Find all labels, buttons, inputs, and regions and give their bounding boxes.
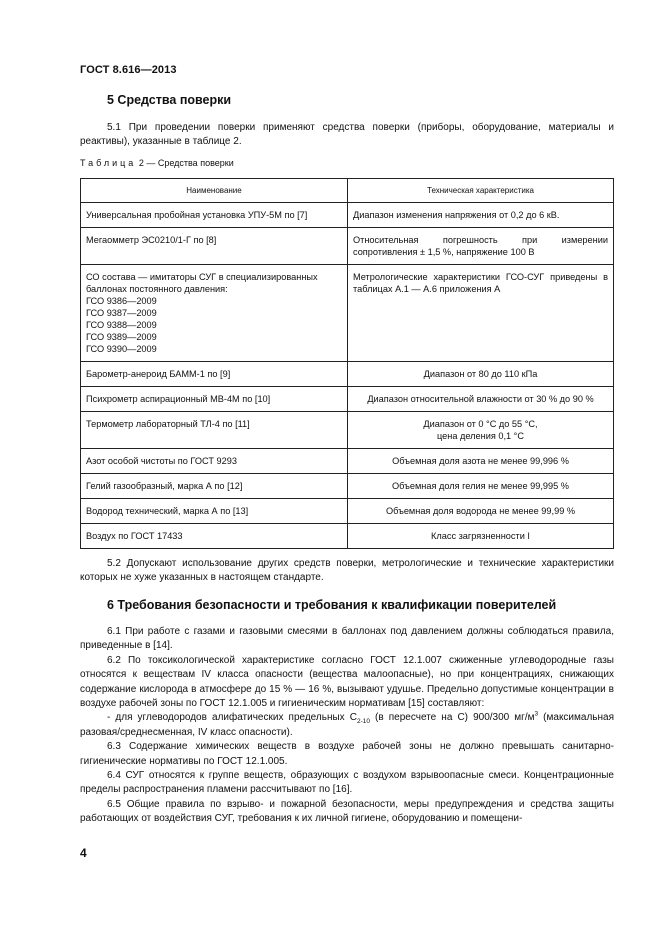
section-6-title: 6 Требования безопасности и требования к квалификации поверителей (107, 598, 557, 612)
paragraph-6-2-list-item (80, 711, 614, 740)
paragraph-6-1: 6.1 При работе с газами и газовыми смесями в баллонах под давлением должны соблюдаться правила, приведенные в [14]. (80, 626, 614, 652)
table-row (81, 499, 614, 524)
section-5-title: 5 Средства поверки (107, 93, 232, 107)
superscript: 3 (534, 711, 539, 719)
table-row (81, 265, 614, 362)
cell-name: Воздух по ГОСТ 17433 (81, 524, 348, 549)
cell-spec: Класс загрязненности I (348, 524, 614, 549)
list-item-text: (максимальная разовая/среднесменная, IV класс опасности). (80, 712, 615, 738)
subscript: 2-10 (356, 718, 370, 726)
paragraph-6-2: 6.2 По токсикологической характеристике согласно ГОСТ 12.1.007 сжиженные углеводородные газы относятся к веществам IV класса опасности (вещества малоопасные), но при концентрациях, снижающих содержание кислорода в атмосфере до 15 % — 16 %, вызывают удушье. Предельно допустимые концентрации в воздухе рабочей зоны по ГОСТ 12.1.005 и гигиеническим нормативам [15] составляют: (80, 654, 614, 710)
cell-spec: Относительная погрешность при измерении сопротивления ± 1,5 %, напряжение 100 В (348, 228, 614, 265)
cell-name: Термометр лабораторный ТЛ-4 по [11] (81, 412, 348, 449)
table-row (81, 412, 614, 449)
paragraph-5-2: 5.2 Допускают использование других средств поверки, метрологические и технические характеристики которых не хуже указанных в настоящем стандарте. (80, 558, 614, 584)
cell-name: Психрометр аспирационный МВ-4М по [10] (81, 387, 348, 412)
table-row (81, 228, 614, 265)
cell-name: Водород технический, марка А по [13] (81, 499, 348, 524)
cell-name: Азот особой чистоты по ГОСТ 9293 (81, 449, 348, 474)
section-6-body (80, 625, 614, 827)
paragraph-6-3: 6.3 Содержание химических веществ в воздухе рабочей зоны не должно превышать санитарно-гигиенические нормативы по ГОСТ 12.1.005. (80, 741, 614, 767)
cell-spec: Диапазон изменения напряжения от 0,2 до 6 кВ. (348, 203, 614, 228)
cell-name: Гелий газообразный, марка А по [12] (81, 474, 348, 499)
table-row (81, 387, 614, 412)
table-caption-word: Таблица (80, 158, 137, 168)
cell-spec: Диапазон от 0 °С до 55 °С, (423, 419, 538, 429)
column-header-name: Наименование (81, 179, 348, 203)
cell-spec: Метрологические характеристики ГСО-СУГ приведены в таблицах А.1 — А.6 приложения А (348, 265, 614, 362)
cell-spec: Диапазон относительной влажности от 30 % до 90 % (348, 387, 614, 412)
column-header-spec: Техническая характеристика (348, 179, 614, 203)
cell-name: Универсальная пробойная установка УПУ-5М по [7] (81, 203, 348, 228)
cell-spec: Объемная доля водорода не менее 99,99 % (348, 499, 614, 524)
cell-name: СО состава — имитаторы СУГ в специализированных баллонах постоянного давления: (86, 272, 318, 294)
cell-name: Барометр-анероид БАММ-1 по [9] (81, 362, 348, 387)
list-item-text: - для углеводородов алифатических предельных С (107, 712, 357, 724)
cell-name-group (81, 265, 348, 362)
page-number: 4 (80, 846, 87, 860)
paragraph-6-5: 6.5 Общие правила по взрыво- и пожарной безопасности, меры предупреждения и средства защиты работающих от воздействия СУГ, требования к их личной гигиене, оборудованию и помещени- (80, 798, 614, 825)
table-row (81, 524, 614, 549)
cell-spec: Объемная доля азота не менее 99,996 % (348, 449, 614, 474)
table-row (81, 449, 614, 474)
table-row (81, 362, 614, 387)
paragraph-5-1: 5.1 При проведении поверки применяют средства поверки (приборы, оборудование, материалы и реактивы), указанные в таблице 2. (80, 122, 614, 148)
paragraph-6-4: 6.4 СУГ относятся к группе веществ, образующих с воздухом взрывоопасные смеси. Концентрационные пределы распространения пламени рассчитывают по [16]. (80, 770, 614, 796)
table-caption (80, 158, 234, 168)
verification-tools-table (80, 178, 614, 549)
cell-spec-line2: цена деления 0,1 °С (436, 431, 524, 441)
document-header: ГОСТ 8.616—2013 (80, 64, 177, 76)
cell-spec: Диапазон от 80 до 110 кПа (348, 362, 614, 387)
table-row (81, 203, 614, 228)
list-item-text: (в пересчете на С) 900/300 мг/м (369, 712, 535, 724)
cell-spec: Объемная доля гелия не менее 99,995 % (348, 474, 614, 499)
gso-item: ГСО 9388—2009 (86, 320, 157, 330)
cell-name: Мегаомметр ЭС0210/1-Г по [8] (81, 228, 348, 265)
gso-item: ГСО 9389—2009 (86, 332, 157, 342)
gso-item: ГСО 9386—2009 (86, 296, 157, 306)
table-header-row (81, 179, 614, 203)
table-row (81, 474, 614, 499)
gso-item: ГСО 9390—2009 (86, 344, 157, 354)
gso-item: ГСО 9387—2009 (86, 308, 157, 318)
table-caption-text: 2 — Средства поверки (138, 158, 234, 168)
cell-spec-group (348, 412, 614, 449)
